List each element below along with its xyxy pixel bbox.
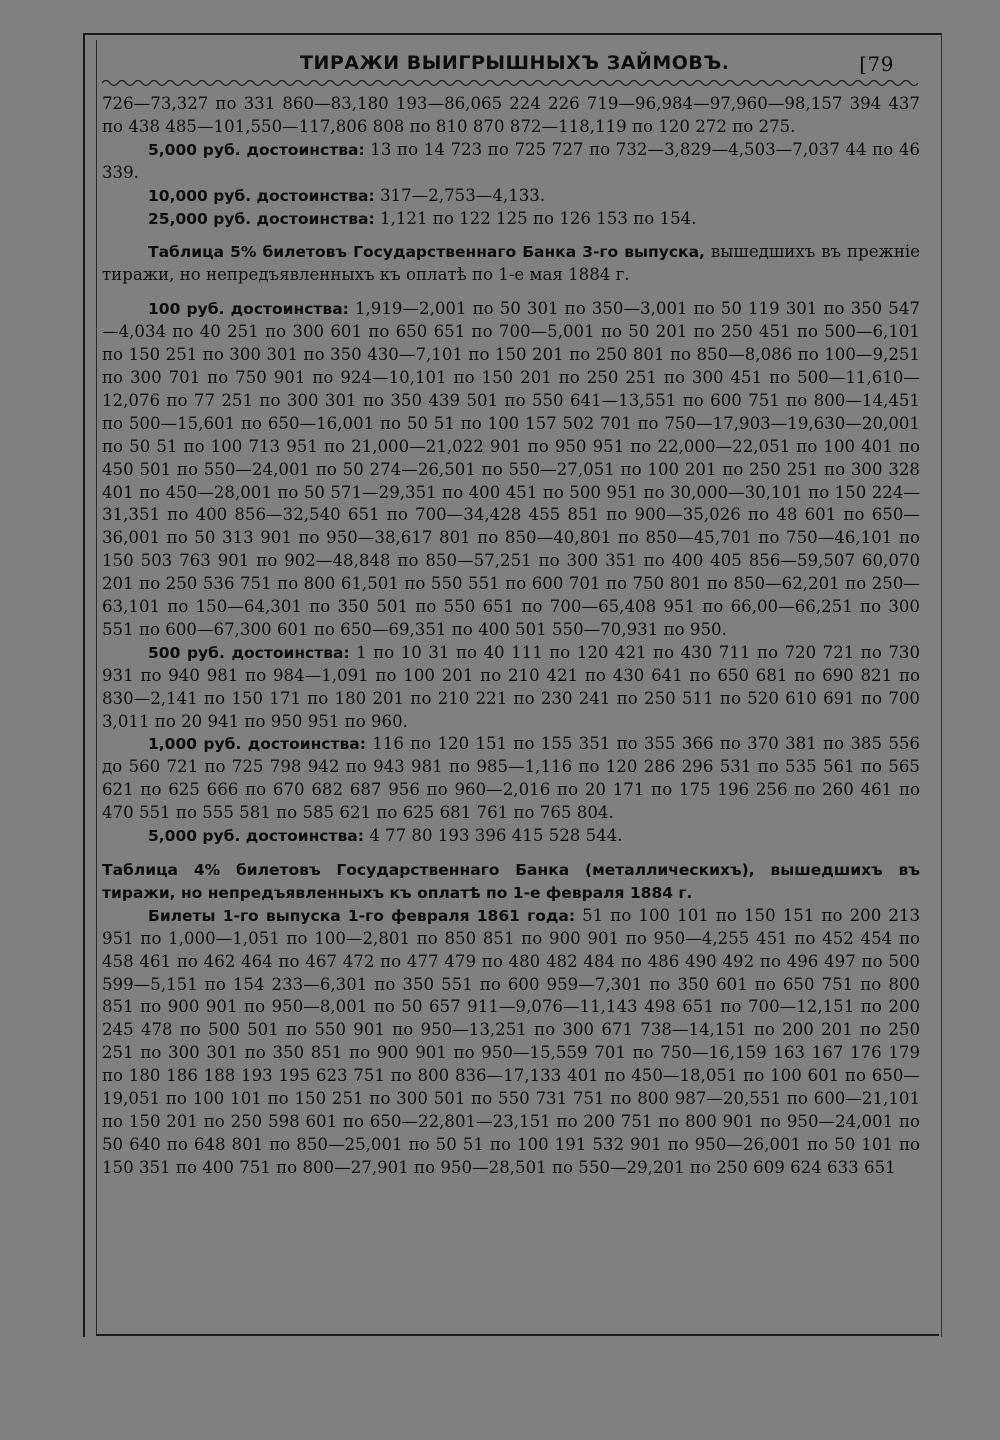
- running-header: [100, 50, 918, 78]
- denomination-numbers: 317—2,753—4,133.: [374, 185, 546, 205]
- wavy-rule: [102, 78, 918, 88]
- denomination-numbers: 116 по 120 151 по 155 351 по 355 366 по 370 381 по 385 556 до 560 721 по 725 798 942 по 943 981 по 985—1,116 по 120 286 296 531 по 535 561 по 565 621 по 625 666 по 670 682 687 956 по 960—2,016 по 20 171 по 175 196 256 по 260 461 по 470 551 по 555 581 по 585 621 по 625 681 761 по 765 804.: [102, 734, 920, 823]
- denomination-label: 500 руб. достоинства:: [148, 643, 350, 662]
- denomination-label: 5,000 руб. достоинства:: [148, 827, 364, 846]
- denomination-numbers: 1,121 по 122 125 по 126 153 по 154.: [374, 208, 697, 228]
- denomination-label: 1,000 руб. достоинства:: [148, 735, 366, 754]
- denomination-numbers: 1,919—2,001 по 50 301 по 350—3,001 по 50 119 301 по 350 547—4,034 по 40 251 по 300 601 по 650 651 по 700—5,001 по 50 201 по 250 451 по 500—6,101 по 150 251 по 300 301 по 350 430—7,101 по 150 201 по 250 801 по 850—8,086 по 100—9,251 по 300 701 по 750 901 по 924—10,101 по 150 201 по 250 251 по 300 451 по 500—11,610—12,076 по 77 251 по 300 301 по 350 439 501 по 550 641—13,551 по 600 751 по 800—14,451 по 500—15,601 по 650—16,001 по 50 51 по 100 157 502 701 по 750—17,903—19,630—20,001 по 50 51 по 100 713 951 по 21,000—21,022 901 по 950 951 по 22,000—22,051 по 100 401 по 450 501 по 550—24,001 по 50 274—26,501 по 550—27,051 по 100 201 по 250 251 по 300 328 401 по 450—28,001 по 50 571—29,351 по 400 451 по 500 951 по 30,000—30,101 по 150 224—31,351 по 400 856—32,540 651 по 700—34,428 455 851 по 900—35,026 по 48 601 по 650—36,001 по 50 313 901 по 950—38,617 801 по 850—40,801 по 850—45,701 по 750—46,101 по 150 503 763 901 по 902—48,848 по 850—57,251 по 300 351 по 400 405 856—59,507 60,070 201 по 250 536 751 по 800 61,501 по 550 551 по 600 701 по 750 801 по 850—62,201 по 250—63,101 по 150—64,301 по 350 501 по 550 651 по 700—65,408 951 по 66,00—66,251 по 300 551 по 600—67,300 601 по 650—69,351 по 400 501 550—70,931 по 950.: [102, 299, 920, 639]
- table1-caption: [102, 241, 920, 287]
- denomination-numbers: 13 по 14 723 по 725 727 по 732—3,829—4,503—7,037 44 по 46 339.: [102, 139, 920, 182]
- page-number: [79: [859, 52, 894, 76]
- denomination-numbers: 1 по 10 31 по 40 111 по 120 421 по 430 711 по 720 721 по 730 931 по 940 981 по 984—1,091 по 100 201 по 210 421 по 430 641 по 650 681 по 690 821 по 830—2,141 по 150 171 по 180 201 по 210 221 по 230 241 по 250 511 по 520 610 691 по 700 3,011 по 20 941 по 950 951 по 960.: [102, 642, 920, 731]
- issue-numbers: 51 по 100 101 по 150 151 по 200 213 951 по 1,000—1,051 по 100—2,801 по 850 851 по 900 901 по 950—4,255 451 по 452 454 по 458 461 по 462 464 по 467 472 по 477 479 по 480 482 484 по 486 490 492 по 496 497 по 500 599—5,151 по 154 233—6,301 по 350 551 по 600 959—7,301 по 350 601 по 650 751 по 800 851 по 900 901 по 950—8,001 по 50 657 911—9,076—11,143 498 651 по 700—12,151 по 200 245 478 по 500 501 по 550 901 по 950—13,251 по 300 671 738—14,151 по 200 201 по 250 251 по 300 301 по 350 851 по 900 901 по 950—15,559 701 по 750—16,159 163 167 176 179 по 180 186 188 193 195 623 751 по 800 836—17,133 401 по 450—18,051 по 100 601 по 650—19,051 по 100 101 по 150 251 по 300 501 по 550 731 751 по 800 987—20,551 по 600—21,101 по 150 201 по 250 598 601 по 650—22,801—23,151 по 200 751 по 800 901 по 950—24,001 по 50 640 по 648 801 по 850—25,001 по 50 51 по 100 191 532 901 по 950—26,001 по 50 101 по 150 351 по 400 751 по 800—27,901 по 950—28,501 по 550—29,201 по 250 609 624 633 651: [102, 905, 920, 1177]
- issue-label: Билеты 1-го выпуска 1-го февраля 1861 года:: [148, 906, 576, 925]
- denomination-5000: [102, 139, 920, 185]
- denomination-label: 5,000 руб. достоинства:: [148, 140, 365, 159]
- table2-caption: Таблица 4% билетовъ Государственнаго Банка (металлическихъ), вышедшихъ въ тиражи, но непредъявленныхъ къ оплатѣ по 1-е февраля 1884 г.: [102, 861, 920, 902]
- denomination-numbers: 4 77 80 193 396 415 528 544.: [363, 826, 623, 846]
- table1-denomination-1000: [102, 733, 920, 825]
- inner-rule: [96, 40, 97, 1334]
- page-body: [102, 93, 920, 1180]
- table2-issue-1861: [102, 905, 920, 1180]
- table1-denomination-5000: [102, 825, 920, 848]
- denomination-label: 100 руб. достоинства:: [148, 300, 349, 319]
- table1-denomination-500: [102, 642, 920, 734]
- denomination-label: 10,000 руб. достоинства:: [148, 186, 375, 205]
- running-title: ТИРАЖИ ВЫИГРЫШНЫХЪ ЗАЙМОВЪ.: [300, 52, 730, 74]
- table1-caption-bold: Таблица 5% билетовъ Государственнаго Банка 3-го выпуска,: [148, 243, 705, 262]
- table1-caption-rest: вышедшихъ въ прежніе тиражи, но непредъявленныхъ къ оплатѣ по 1-е мая 1884 г.: [102, 242, 921, 285]
- denomination-25000: [102, 208, 920, 231]
- denomination-label: 25,000 руб. достоинства:: [148, 209, 375, 228]
- continuation-paragraph: 726—73,327 по 331 860—83,180 193—86,065 224 226 719—96,984—97,960—98,157 394 437 по 438 485—101,550—117,806 808 по 810 870 872—118,119 по 120 272 по 275.: [102, 94, 920, 136]
- table1-denomination-100: [102, 298, 920, 642]
- wavy-rule-line: [102, 81, 918, 86]
- bottom-rule: [96, 1334, 939, 1336]
- denomination-10000: [102, 185, 920, 208]
